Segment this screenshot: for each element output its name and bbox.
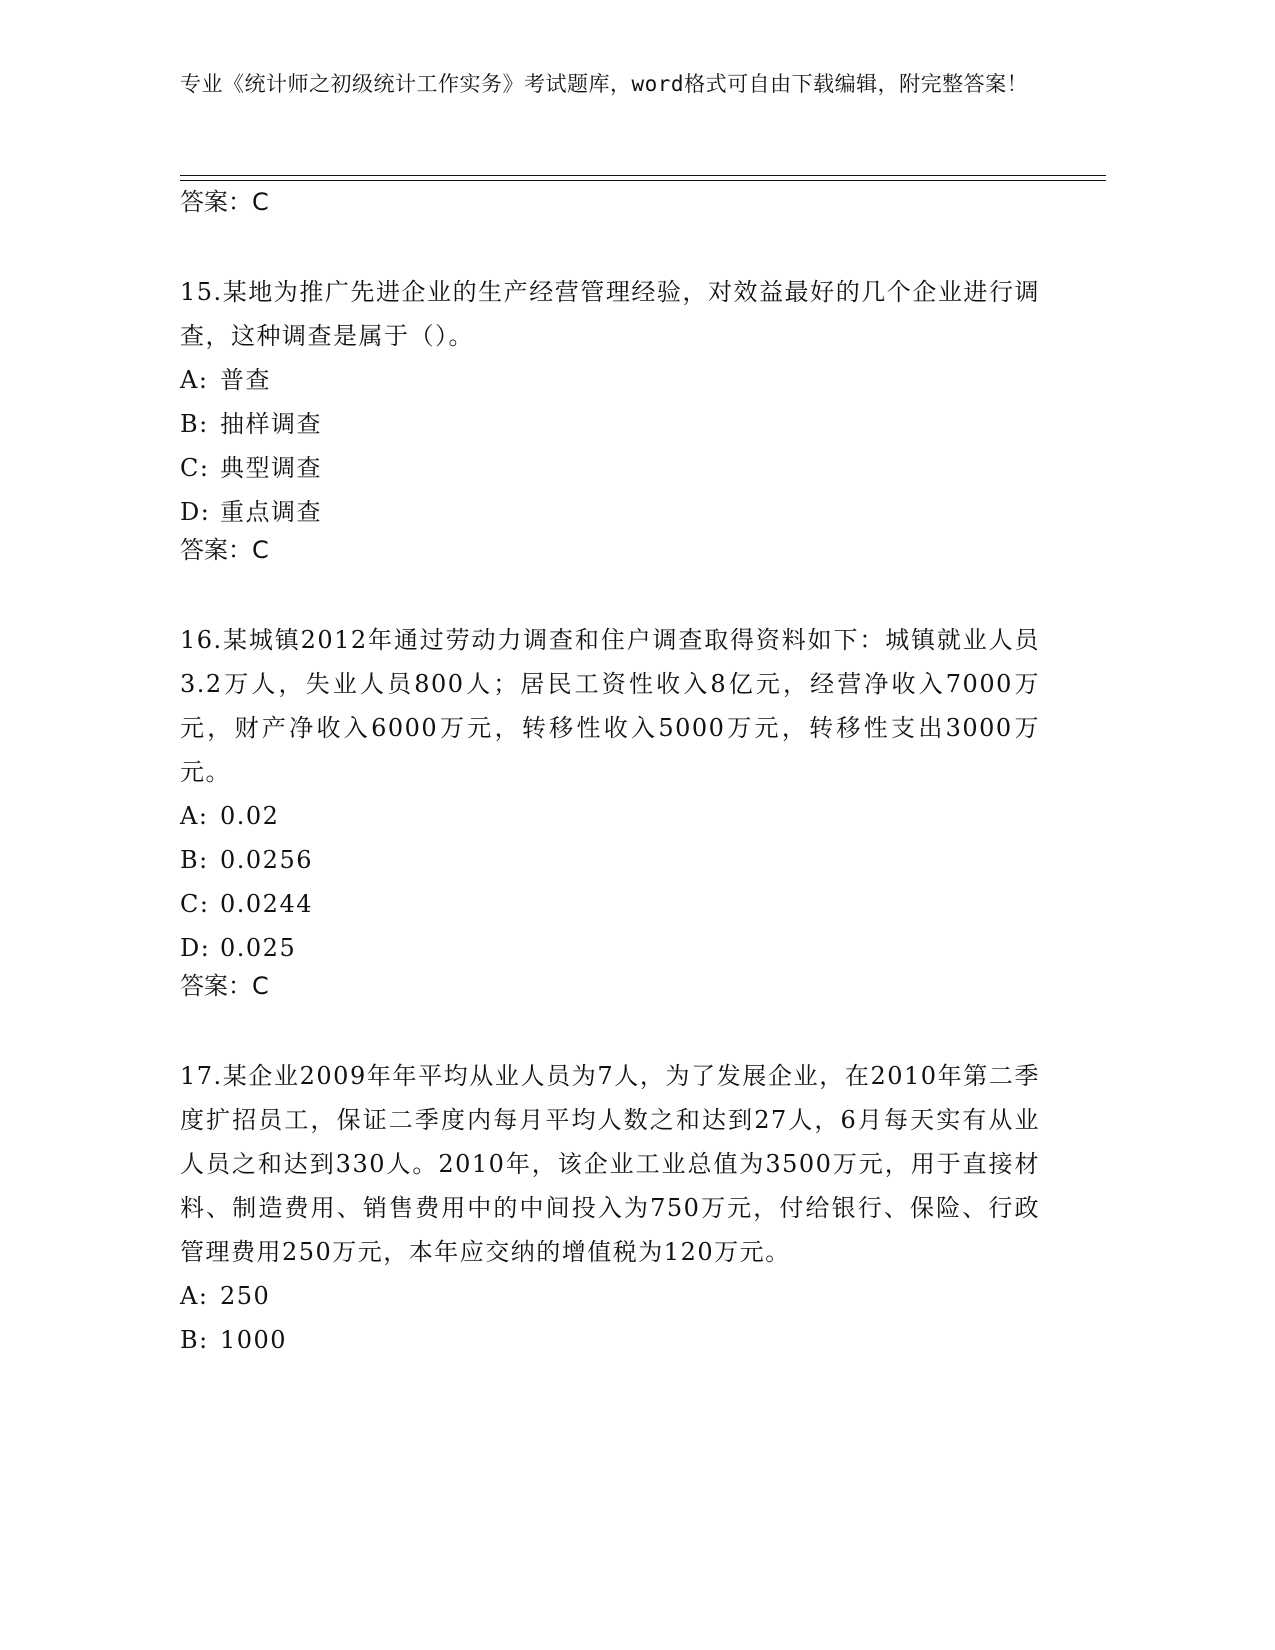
question-text: 17.某企业2009年年平均从业人员为7人，为了发展企业，在2010年第二季度扩招员工，保证二季度内每月平均人数之和达到27人，6月每天实有从业人员之和达到330人。2010年，该企业工业总值为3500万元，用于直接材料、制造费用、销售费用中的中间投入为750万元，付给银行、保险、行政管理费用250万元，本年应交纳的增值税为120万元。: [180, 1062, 1040, 1266]
answer-line: 答案：C: [180, 188, 269, 216]
option-text: 0.025: [220, 934, 297, 962]
option-text: 普查: [220, 366, 271, 394]
option-text: 1000: [220, 1326, 288, 1354]
option-label: A:: [180, 1282, 209, 1310]
option-label: C:: [180, 890, 210, 918]
option-d: [180, 926, 1040, 970]
question-text: 15.某地为推广先进企业的生产经营管理经验，对效益最好的几个企业进行调查，这种调查是属于（）。: [180, 278, 1040, 350]
option-label: B:: [180, 410, 209, 438]
question-16: [180, 618, 1040, 1002]
option-label: B:: [180, 846, 209, 874]
option-text: 0.0244: [220, 890, 313, 918]
option-b: [180, 402, 1040, 446]
option-label: D:: [180, 498, 211, 526]
answer-line: 答案：C: [180, 536, 269, 564]
option-a: [180, 358, 1040, 402]
option-d: [180, 490, 1040, 534]
header-divider-second: [180, 180, 1106, 181]
page-header: 专业《统计师之初级统计工作实务》考试题库，word格式可自由下载编辑，附完整答案！: [180, 72, 1029, 96]
option-a: [180, 794, 1040, 838]
header-divider: [180, 175, 1106, 176]
option-label: D:: [180, 934, 211, 962]
document-body: [180, 186, 1040, 1362]
answer-line: 答案：C: [180, 972, 269, 1000]
option-text: 典型调查: [220, 454, 322, 482]
question-17: [180, 1054, 1040, 1362]
option-text: 重点调查: [220, 498, 322, 526]
option-c: [180, 446, 1040, 490]
option-b: [180, 1318, 1040, 1362]
question-text: 16.某城镇2012年通过劳动力调查和住户调查取得资料如下：城镇就业人员3.2万人，失业人员800人；居民工资性收入8亿元，经营净收入7000万元，财产净收入6000万元，转移性收入5000万元，转移性支出3000万元。: [180, 626, 1040, 786]
question-15: [180, 270, 1040, 566]
option-text: 250: [220, 1282, 271, 1310]
option-text: 抽样调查: [220, 410, 322, 438]
option-label: A:: [180, 366, 209, 394]
option-text: 0.02: [220, 802, 280, 830]
option-c: [180, 882, 1040, 926]
option-text: 0.0256: [220, 846, 313, 874]
option-label: C:: [180, 454, 210, 482]
option-label: B:: [180, 1326, 209, 1354]
option-b: [180, 838, 1040, 882]
option-label: A:: [180, 802, 209, 830]
option-a: [180, 1274, 1040, 1318]
